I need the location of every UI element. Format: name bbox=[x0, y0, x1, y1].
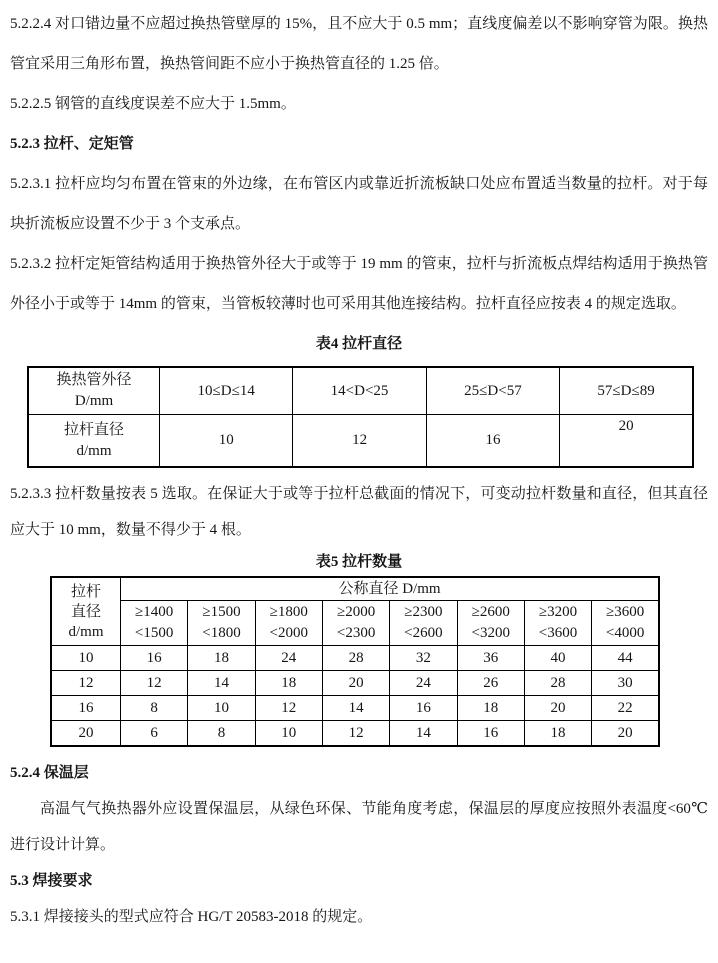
table5-nominal-diameter-header: 公称直径 D/mm bbox=[121, 577, 660, 601]
row-label: 16 bbox=[51, 696, 121, 721]
row-label: 12 bbox=[51, 671, 121, 696]
table-cell: 32 bbox=[390, 646, 457, 671]
paragraph-5224: 5.2.2.4 对口错边量不应超过换热管壁厚的 15%，且不应大于 0.5 mm；直线度偏差以不影响穿管为限。换热管宜采用三角形布置，换热管间距不应小于换热管直径的 1.25 倍。 bbox=[10, 16, 708, 72]
table-cell-line: d/mm bbox=[68, 623, 104, 640]
range-min: ≥3600 bbox=[605, 604, 645, 620]
table4-title: 表4 拉杆直径 bbox=[315, 336, 403, 352]
range-max: <2000 bbox=[269, 625, 309, 641]
table-cell bbox=[390, 601, 457, 646]
table5-title: 表5 拉杆数量 bbox=[315, 554, 403, 570]
table-cell: 20 bbox=[524, 696, 591, 721]
table-cell-line: 换热管外径 bbox=[56, 372, 132, 388]
table-cell-line: d/mm bbox=[76, 442, 112, 459]
table-cell: 18 bbox=[255, 671, 322, 696]
table-cell: 14<D<25 bbox=[293, 367, 426, 415]
range-max: <4000 bbox=[605, 625, 645, 641]
table-cell: 12 bbox=[255, 696, 322, 721]
document-page bbox=[10, 4, 708, 935]
table-cell: 25≤D<57 bbox=[426, 367, 559, 415]
table-cell: 20 bbox=[322, 671, 389, 696]
table-cell-line: 拉杆 bbox=[70, 583, 101, 600]
range-min: ≥2600 bbox=[471, 604, 510, 620]
range-max: <2300 bbox=[336, 625, 376, 641]
range-max: <2600 bbox=[404, 625, 443, 641]
table-cell: 24 bbox=[390, 671, 457, 696]
table-cell: 28 bbox=[524, 671, 591, 696]
table-cell: 14 bbox=[322, 696, 389, 721]
paragraph-5232: 5.2.3.2 拉杆定矩管结构适用于换热管外径大于或等于 19 mm 的管束，拉杆与折流板点焊结构适用于换热管外径小于或等于 14mm 的管束，当管板较薄时也可采用其他连接结构。拉杆直径应按表 4 的规定选取。 bbox=[10, 256, 708, 312]
table-cell: 57≤D≤89 bbox=[560, 367, 693, 415]
table-cell: 28 bbox=[322, 646, 389, 671]
table-cell: 10 bbox=[255, 721, 322, 747]
range-min: ≥2300 bbox=[404, 604, 443, 620]
table-cell bbox=[121, 601, 188, 646]
table-row bbox=[51, 577, 659, 601]
table-cell: 30 bbox=[592, 671, 659, 696]
table-cell bbox=[457, 601, 524, 646]
table-cell: 10≤D≤14 bbox=[160, 367, 293, 415]
table-cell-line: D/mm bbox=[74, 393, 114, 409]
table-cell: 6 bbox=[121, 721, 188, 747]
table-cell: 40 bbox=[524, 646, 591, 671]
table-cell: 20 bbox=[592, 721, 659, 747]
range-min: ≥1400 bbox=[135, 604, 174, 620]
range-max: <1500 bbox=[134, 625, 174, 641]
table-cell: 36 bbox=[457, 646, 524, 671]
range-min: ≥3200 bbox=[538, 604, 578, 620]
table-cell bbox=[524, 601, 591, 646]
table-cell: 8 bbox=[188, 721, 255, 747]
range-max: <3600 bbox=[538, 625, 578, 641]
range-min: ≥1800 bbox=[269, 604, 308, 620]
table-cell-line: 拉杆直径 bbox=[63, 421, 124, 438]
range-min: ≥2000 bbox=[336, 604, 376, 620]
table-cell: 20 bbox=[560, 415, 693, 468]
table4-rowheader-outer-diameter bbox=[28, 367, 160, 415]
table-cell: 10 bbox=[160, 415, 293, 468]
table-cell: 12 bbox=[322, 721, 389, 747]
table-cell: 26 bbox=[457, 671, 524, 696]
section-heading-524: 5.2.4 保温层 bbox=[10, 765, 89, 781]
range-min: ≥1500 bbox=[202, 604, 241, 620]
table5 bbox=[50, 576, 660, 747]
row-label: 20 bbox=[51, 721, 121, 747]
table-cell: 24 bbox=[255, 646, 322, 671]
table-cell: 10 bbox=[188, 696, 255, 721]
table-cell: 12 bbox=[121, 671, 188, 696]
table-cell: 16 bbox=[390, 696, 457, 721]
range-max: <1800 bbox=[202, 625, 241, 641]
table-cell: 18 bbox=[457, 696, 524, 721]
table4-rowheader-rod-diameter bbox=[28, 415, 160, 468]
paragraph-5231: 5.2.3.1 拉杆应均匀布置在管束的外边缘，在布管区内或靠近折流板缺口处应布置适当数量的拉杆。对于每块折流板应设置不少于 3 个支承点。 bbox=[10, 176, 708, 232]
table-row bbox=[51, 721, 659, 747]
table-cell-line: 直径 bbox=[70, 603, 101, 620]
table-cell: 16 bbox=[457, 721, 524, 747]
table-cell bbox=[255, 601, 322, 646]
table-cell: 18 bbox=[524, 721, 591, 747]
table-cell bbox=[592, 601, 659, 646]
table-cell: 14 bbox=[390, 721, 457, 747]
row-label: 10 bbox=[51, 646, 121, 671]
table-row bbox=[28, 415, 693, 468]
table5-corner-rod-diameter bbox=[51, 577, 121, 646]
table-cell: 8 bbox=[121, 696, 188, 721]
paragraph-5225: 5.2.2.5 钢管的直线度误差不应大于 1.5mm。 bbox=[10, 96, 296, 112]
table-cell: 16 bbox=[121, 646, 188, 671]
table-row bbox=[51, 696, 659, 721]
table-row bbox=[51, 671, 659, 696]
table-row bbox=[51, 601, 659, 646]
range-max: <3200 bbox=[471, 625, 510, 641]
paragraph-524-body: 高温气气换热器外应设置保温层，从绿色环保、节能角度考虑，保温层的厚度应按照外表温度<60℃进行设计计算。 bbox=[10, 801, 708, 853]
table4 bbox=[27, 366, 694, 468]
table-cell: 14 bbox=[188, 671, 255, 696]
table-cell: 44 bbox=[592, 646, 659, 671]
table-row bbox=[51, 646, 659, 671]
table-row bbox=[28, 367, 693, 415]
section-heading-53: 5.3 焊接要求 bbox=[10, 873, 93, 889]
section-heading-523: 5.2.3 拉杆、定矩管 bbox=[10, 136, 134, 152]
paragraph-5233: 5.2.3.3 拉杆数量按表 5 选取。在保证大于或等于拉杆总截面的情况下，可变动拉杆数量和直径，但其直径应大于 10 mm，数量不得少于 4 根。 bbox=[10, 486, 708, 538]
table-cell: 18 bbox=[188, 646, 255, 671]
table-cell: 22 bbox=[592, 696, 659, 721]
table-cell bbox=[322, 601, 389, 646]
paragraph-531: 5.3.1 焊接接头的型式应符合 HG/T 20583-2018 的规定。 bbox=[10, 909, 373, 925]
table-cell: 16 bbox=[426, 415, 559, 468]
table-cell bbox=[188, 601, 255, 646]
table-cell: 12 bbox=[293, 415, 426, 468]
